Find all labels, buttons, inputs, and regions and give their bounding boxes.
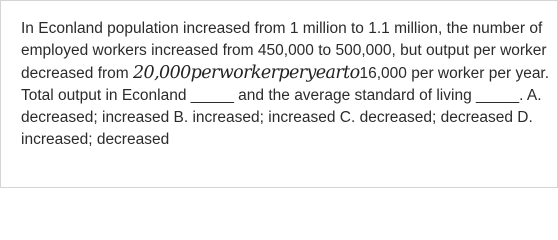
- question-text-part-2: 16,000 per worker per year. Total output in Econland _____ and the average standard of living _____. A. decreased; increased B. increased; increased C. decreased; decreased D. increased; decreased: [21, 65, 550, 148]
- question-math-fragment: 20,000perworkerperyearto: [133, 63, 360, 83]
- question-text: [21, 18, 551, 151]
- question-text-part-1: In Econland population increased from 1 million to 1.1 million, the number of employed workers increased from 450,000 to 500,000, but output per worker decreased from: [21, 20, 547, 82]
